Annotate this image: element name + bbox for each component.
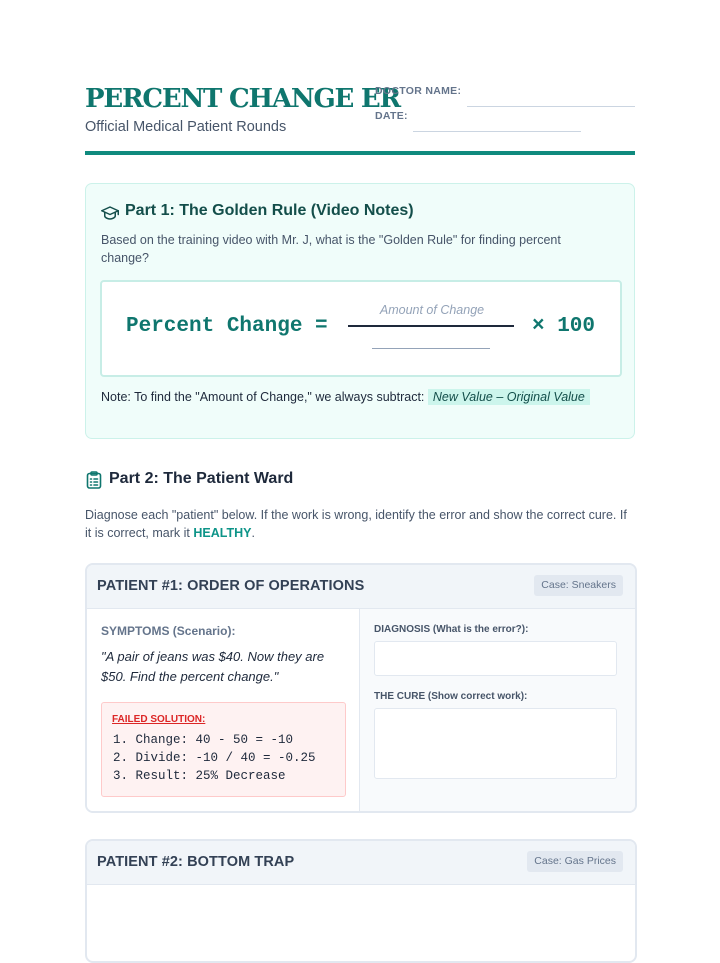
patient-card — [85, 839, 637, 963]
formula-label: Percent Change = — [126, 315, 328, 338]
patient-card-header — [87, 565, 635, 609]
part2-heading-text: Part 2: The Patient Ward — [109, 470, 294, 487]
formula-multiplier: × 100 — [532, 315, 596, 338]
graduation-cap-icon — [101, 205, 119, 221]
fraction-bar — [348, 325, 514, 327]
failed-solution-label: FAILED SOLUTION: — [112, 714, 206, 725]
clipboard-list-icon — [86, 471, 102, 489]
page-subtitle: Official Medical Patient Rounds — [85, 119, 287, 135]
case-badge: Case: Gas Prices — [527, 851, 623, 872]
date-line[interactable] — [413, 131, 581, 132]
doctor-name-field[interactable] — [375, 85, 461, 101]
doctor-name-line[interactable] — [467, 106, 635, 107]
symptoms-column — [87, 609, 360, 811]
solution-step: 2. Divide: -10 / 40 = -0.25 — [113, 751, 316, 765]
part1-section — [85, 183, 635, 439]
healthy-keyword: HEALTHY — [193, 526, 252, 540]
patient-title: PATIENT #1: ORDER OF OPERATIONS — [97, 578, 365, 594]
cure-input[interactable] — [374, 708, 617, 779]
doctor-name-label: DOCTOR NAME: — [375, 85, 462, 97]
patient-card-header — [87, 841, 635, 885]
date-field[interactable] — [375, 110, 408, 126]
part1-heading-text: Part 1: The Golden Rule (Video Notes) — [125, 202, 414, 219]
solution-step: 3. Result: 25% Decrease — [113, 769, 286, 783]
intro-end: . — [251, 526, 255, 540]
case-badge: Case: Sneakers — [534, 575, 623, 596]
scenario-text: "A pair of jeans was $40. Now they are $50. Find the percent change." — [101, 649, 325, 684]
header — [85, 84, 635, 156]
failed-solution-box — [101, 702, 346, 797]
part1-question: Based on the training video with Mr. J, what is the "Golden Rule" for finding percent change? — [101, 233, 561, 265]
diagnosis-input[interactable] — [374, 641, 617, 676]
formula-numerator-hint: Amount of Change — [379, 303, 485, 317]
date-label: DATE: — [375, 110, 408, 122]
part1-note — [101, 388, 621, 406]
symptoms-label: SYMPTOMS (Scenario): — [101, 624, 236, 638]
cure-label: THE CURE (Show correct work): — [374, 691, 528, 702]
formula-box — [100, 280, 622, 377]
patient-card — [85, 563, 637, 813]
page-title: PERCENT CHANGE ER — [85, 84, 400, 114]
intro-text: Diagnose each "patient" below. If the work is wrong, identify the error and show the correct cure. If it is correct, mark it — [85, 508, 627, 540]
diagnosis-column — [360, 609, 635, 811]
note-highlight: New Value – Original Value — [428, 389, 590, 405]
denominator-blank[interactable] — [372, 348, 490, 349]
note-prefix: Note: To find the "Amount of Change," we always subtract: — [101, 390, 425, 404]
patient-title: PATIENT #2: BOTTOM TRAP — [97, 854, 295, 870]
header-divider — [85, 151, 635, 155]
part2-intro — [85, 506, 635, 542]
solution-step: 1. Change: 40 - 50 = -10 — [113, 733, 294, 747]
diagnosis-label: DIAGNOSIS (What is the error?): — [374, 624, 529, 635]
